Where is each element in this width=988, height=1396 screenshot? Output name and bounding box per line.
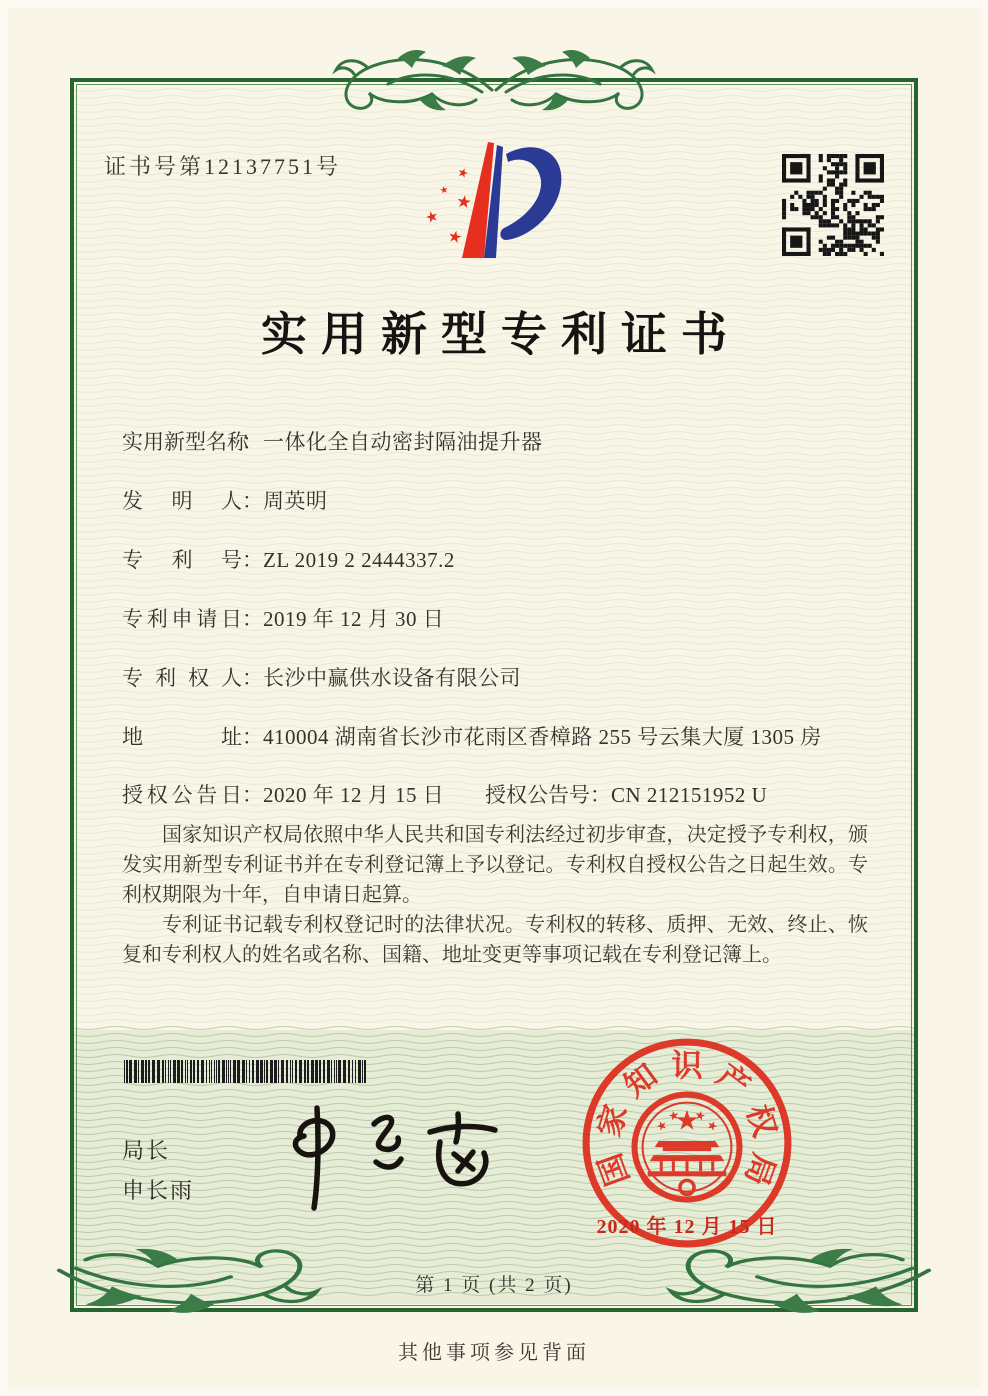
field-value: 2019 年 12 月 30 日 xyxy=(263,607,445,631)
field-label: 地址 xyxy=(122,725,242,749)
legal-paragraph-2: 专利证书记载专利权登记时的法律状况。专利权的转移、质押、无效、终止、恢复和专利权人的姓名或名称、国籍、地址变更等事项记载在专利登记簿上。 xyxy=(122,914,868,966)
svg-text:局: 局 xyxy=(738,1148,782,1191)
field-colon: ： xyxy=(590,783,611,807)
field-row-address xyxy=(122,721,882,780)
grant-number-value: CN 212151952 U xyxy=(611,783,768,807)
barcode xyxy=(124,1060,370,1083)
field-value: 410004 湖南省长沙市花雨区香樟路 255 号云集大厦 1305 房 xyxy=(263,725,822,749)
field-label: 专利申请日 xyxy=(122,607,242,631)
national-emblem xyxy=(635,1095,740,1200)
certificate-number: 证书号第12137751号 xyxy=(104,154,342,179)
svg-text:知: 知 xyxy=(617,1057,664,1105)
svg-text:权: 权 xyxy=(740,1100,783,1141)
director-name: 申长雨 xyxy=(122,1178,195,1203)
svg-text:国: 国 xyxy=(592,1148,636,1191)
field-row-utility-model-name xyxy=(122,426,882,485)
field-label: 发明人 xyxy=(122,489,242,513)
director-title: 局长 xyxy=(122,1138,171,1163)
field-colon: ： xyxy=(242,607,263,631)
svg-text:家: 家 xyxy=(591,1100,634,1141)
field-colon: ： xyxy=(242,725,263,749)
field-list xyxy=(122,426,882,780)
svg-text:识: 识 xyxy=(671,1047,703,1083)
field-row-filing-date xyxy=(122,603,882,662)
field-colon: ： xyxy=(242,783,263,807)
legal-text xyxy=(122,820,868,970)
field-value: 长沙中赢供水设备有限公司 xyxy=(263,666,521,690)
field-colon: ： xyxy=(242,666,263,690)
logo-stars xyxy=(425,167,472,244)
page-indicator: 第 1 页 (共 2 页) xyxy=(415,1275,573,1296)
seal-date: 2020 年 12 月 15 日 xyxy=(596,1216,778,1238)
handwritten-signature xyxy=(262,1102,512,1220)
field-colon: ： xyxy=(242,489,263,513)
field-value: 一体化全自动密封隔油提升器 xyxy=(263,430,543,454)
field-label: 实用新型名称 xyxy=(122,430,248,454)
field-label: 专利号 xyxy=(122,548,242,572)
field-row-patent-number xyxy=(122,544,882,603)
grant-date-group xyxy=(122,783,444,807)
grant-row xyxy=(122,779,768,809)
grant-number-label: 授权公告号 xyxy=(485,783,590,807)
field-row-patentee xyxy=(122,662,882,721)
svg-text:产: 产 xyxy=(710,1057,757,1105)
field-row-inventor xyxy=(122,485,882,544)
field-value: 周英明 xyxy=(263,489,328,513)
grant-date-label: 授权公告日 xyxy=(122,783,242,807)
cnipa-logo xyxy=(400,128,620,288)
grant-number-group xyxy=(485,779,767,809)
qr-code xyxy=(782,154,884,256)
legal-paragraph-1: 国家知识产权局依照中华人民共和国专利法经过初步审查，决定授予专利权，颁发实用新型专利证书并在专利登记簿上予以登记。专利权自授权公告之日起生效。专利权期限为十年，自申请日起算。 xyxy=(122,824,868,906)
field-value: ZL 2019 2 2444337.2 xyxy=(263,548,455,572)
field-label: 专利权人 xyxy=(122,666,242,690)
field-colon: ： xyxy=(242,548,263,572)
grant-date-value: 2020 年 12 月 15 日 xyxy=(263,783,445,807)
field-colon: ： xyxy=(242,430,263,454)
footer-note: 其他事项参见背面 xyxy=(398,1342,590,1364)
certificate-title: 实用新型专利证书 xyxy=(261,309,741,360)
